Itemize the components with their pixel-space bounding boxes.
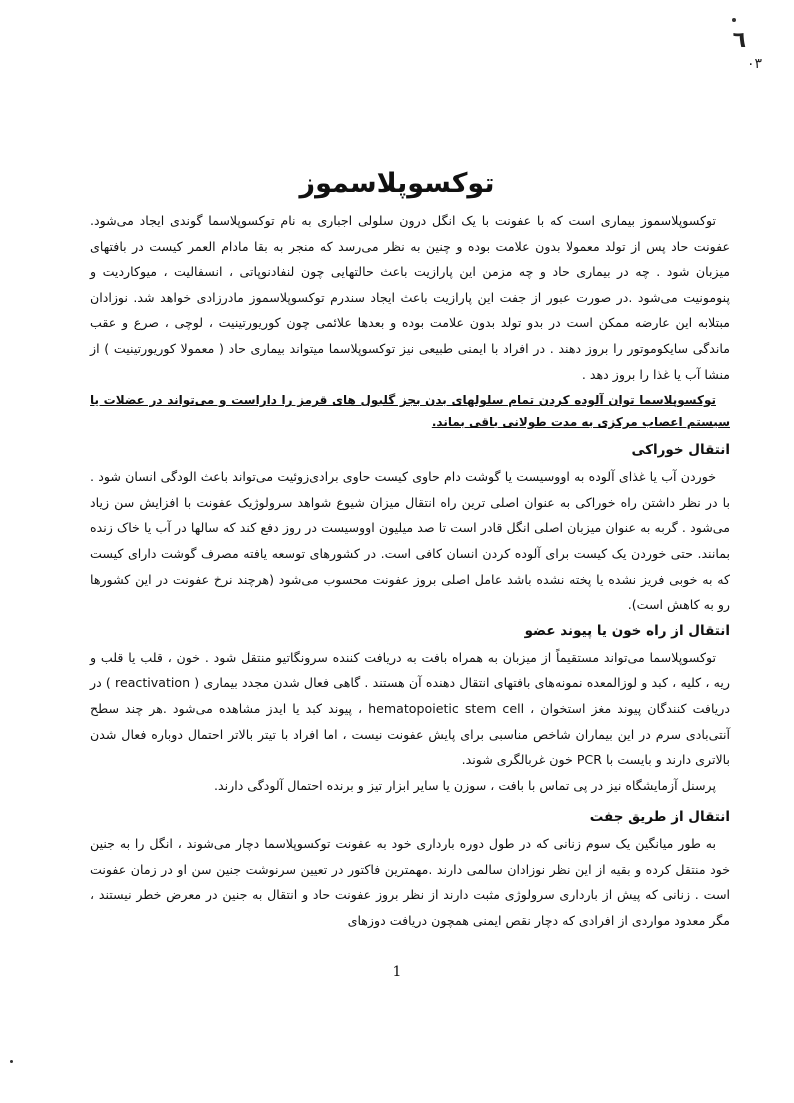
scan-speck xyxy=(10,1060,13,1063)
section-paragraph-oral: خوردن آب یا غذای آلوده به اووسیست یا گوشت دام حاوی کیست حاوی برادی‌زوئیت می‌تواند باعث الودگی انسان شود . با در نظر داشتن راه خوراکی به عنوان اصلی ترین راه انتقال میزان شیوع شواهد سرولوژیک عفونت با افزایش سن زیاد می‌شود . گربه به عنوان میزبان اصلی انگل قادر است تا صد میلیون اووسیست در روز دفع کند که سالها در آب یا خاک زنده بمانند. حتی خوردن یک کیست برای آلوده کردن انسان کافی است. در کشورهای توسعه یافته مصرف گوشت دارای کیست که به خوبی فریز نشده یا پخته نشده باشد عامل اصلی بروز عفونت محسوب می‌شود (هرچند نرخ عفونت در این کشورها رو به کاهش است). xyxy=(90,469,730,613)
document-body xyxy=(90,208,730,934)
page-title: توکسوپلاسموز xyxy=(299,168,495,199)
highlight-paragraph: توکسوپلاسما توان آلوده کردن تمام سلولهای بدن بجز گلبول های قرمز را داراست و می‌تواند در عضلات یا سیستم اعصاب مرکزی به مدت طولانی باقی بماند. xyxy=(90,393,730,430)
section-paragraph-placenta: به طور میانگین یک سوم زنانی که در طول دوره بارداری خود به عفونت توکسوپلاسما دچار می‌شوند ، انگل را به جنین خود منتقل کرده و بقیه از این نظر نوزادان سالمی دارند .مهمترین فاکتور در تعیین سرنوشت جنین سن او در زمان عفونت است . زنانی که پیش از بارداری سرولوژی مثبت دارند از نظر بروز عفونت حاد و انتقال به جنین در معرض خطر نیستند ، مگر معدود مواردی از افرادی که دچار نقص ایمنی همچون دریافت دوزهای xyxy=(90,836,730,929)
intro-paragraph: توکسوپلاسموز بیماری است که با عفونت با یک انگل درون سلولی اجباری به نام توکسوپلاسما گوندی ایجاد می‌شود. عفونت حاد پس از تولد معمولا بدون علامت بوده و چنین به نظر می‌رسد که منجر به بقا مادام العمر کیست در بافتهای میزبان شود . چه در بیماری حاد و چه مزمن این پارازیت باعث حالتهایی چون لنفادنوپاتی ، انسفالیت ، میوکاردیت و پنومونیت می‌شود .در صورت عبور از جفت این پارازیت باعث ایجاد سندرم توکسوپلاسموز مادرزادی خواهد شد. نوزادان مبتلابه این عارضه ممکن است در بدو تولد بدون علامت بوده و بعدها علائمی چون کوریورتینیت ، لوچی ، صرع و عقب ماندگی سایکوموتور را بروز دهند . در افراد با ایمنی طبیعی نیز توکسوپلاسما میتواند بیماری حاد ( معمولا کوریورتینیت ) از منشا آب یا غذا را بروز دهد . xyxy=(90,213,730,382)
handwritten-mark: ٠٣ xyxy=(746,56,762,72)
handwritten-mark: ٦ xyxy=(732,28,746,53)
section-paragraph-lab-staff: پرسنل آزمایشگاه نیز در پی تماس با بافت ، سوزن یا سایر ابزار تیز و برنده احتمال آلودگی دارند. xyxy=(214,777,716,793)
section-paragraph-blood-transplant: توکسوپلاسما می‌تواند مستقیماً از میزبان به همراه بافت به دریافت کننده سرونگاتیو منتقل شود . خون ، قلب یا قلب و ریه ، کلیه ، کبد و لوزالمعده نمونه‌های بافتهای انتقال دهنده آن هستند . گاهی فعال شدن مجدد بیماری ( reactivation ) در دریافت کنندگان پیوند مغز استخوان ، hematopoietic stem cell ، پیوند کبد یا ایدز مشاهده می‌شود .هر چند سطح آنتی‌بادی سرم در این بیماران شاخص مناسبی برای پایش عفونت نیست ، اما افراد با تیتر بالاتر احتمال دوباره فعال شدن بالاتری دارند و بایست با PCR خون غربالگری شوند. xyxy=(90,649,730,768)
scan-speck xyxy=(732,18,736,22)
page-number: 1 xyxy=(392,964,402,980)
section-heading-blood-transplant: انتقال از راه خون یا پیوند عضو xyxy=(524,622,730,639)
section-heading-oral: انتقال خوراکی xyxy=(631,442,730,459)
section-heading-placenta: انتقال از طریق جفت xyxy=(589,809,730,826)
